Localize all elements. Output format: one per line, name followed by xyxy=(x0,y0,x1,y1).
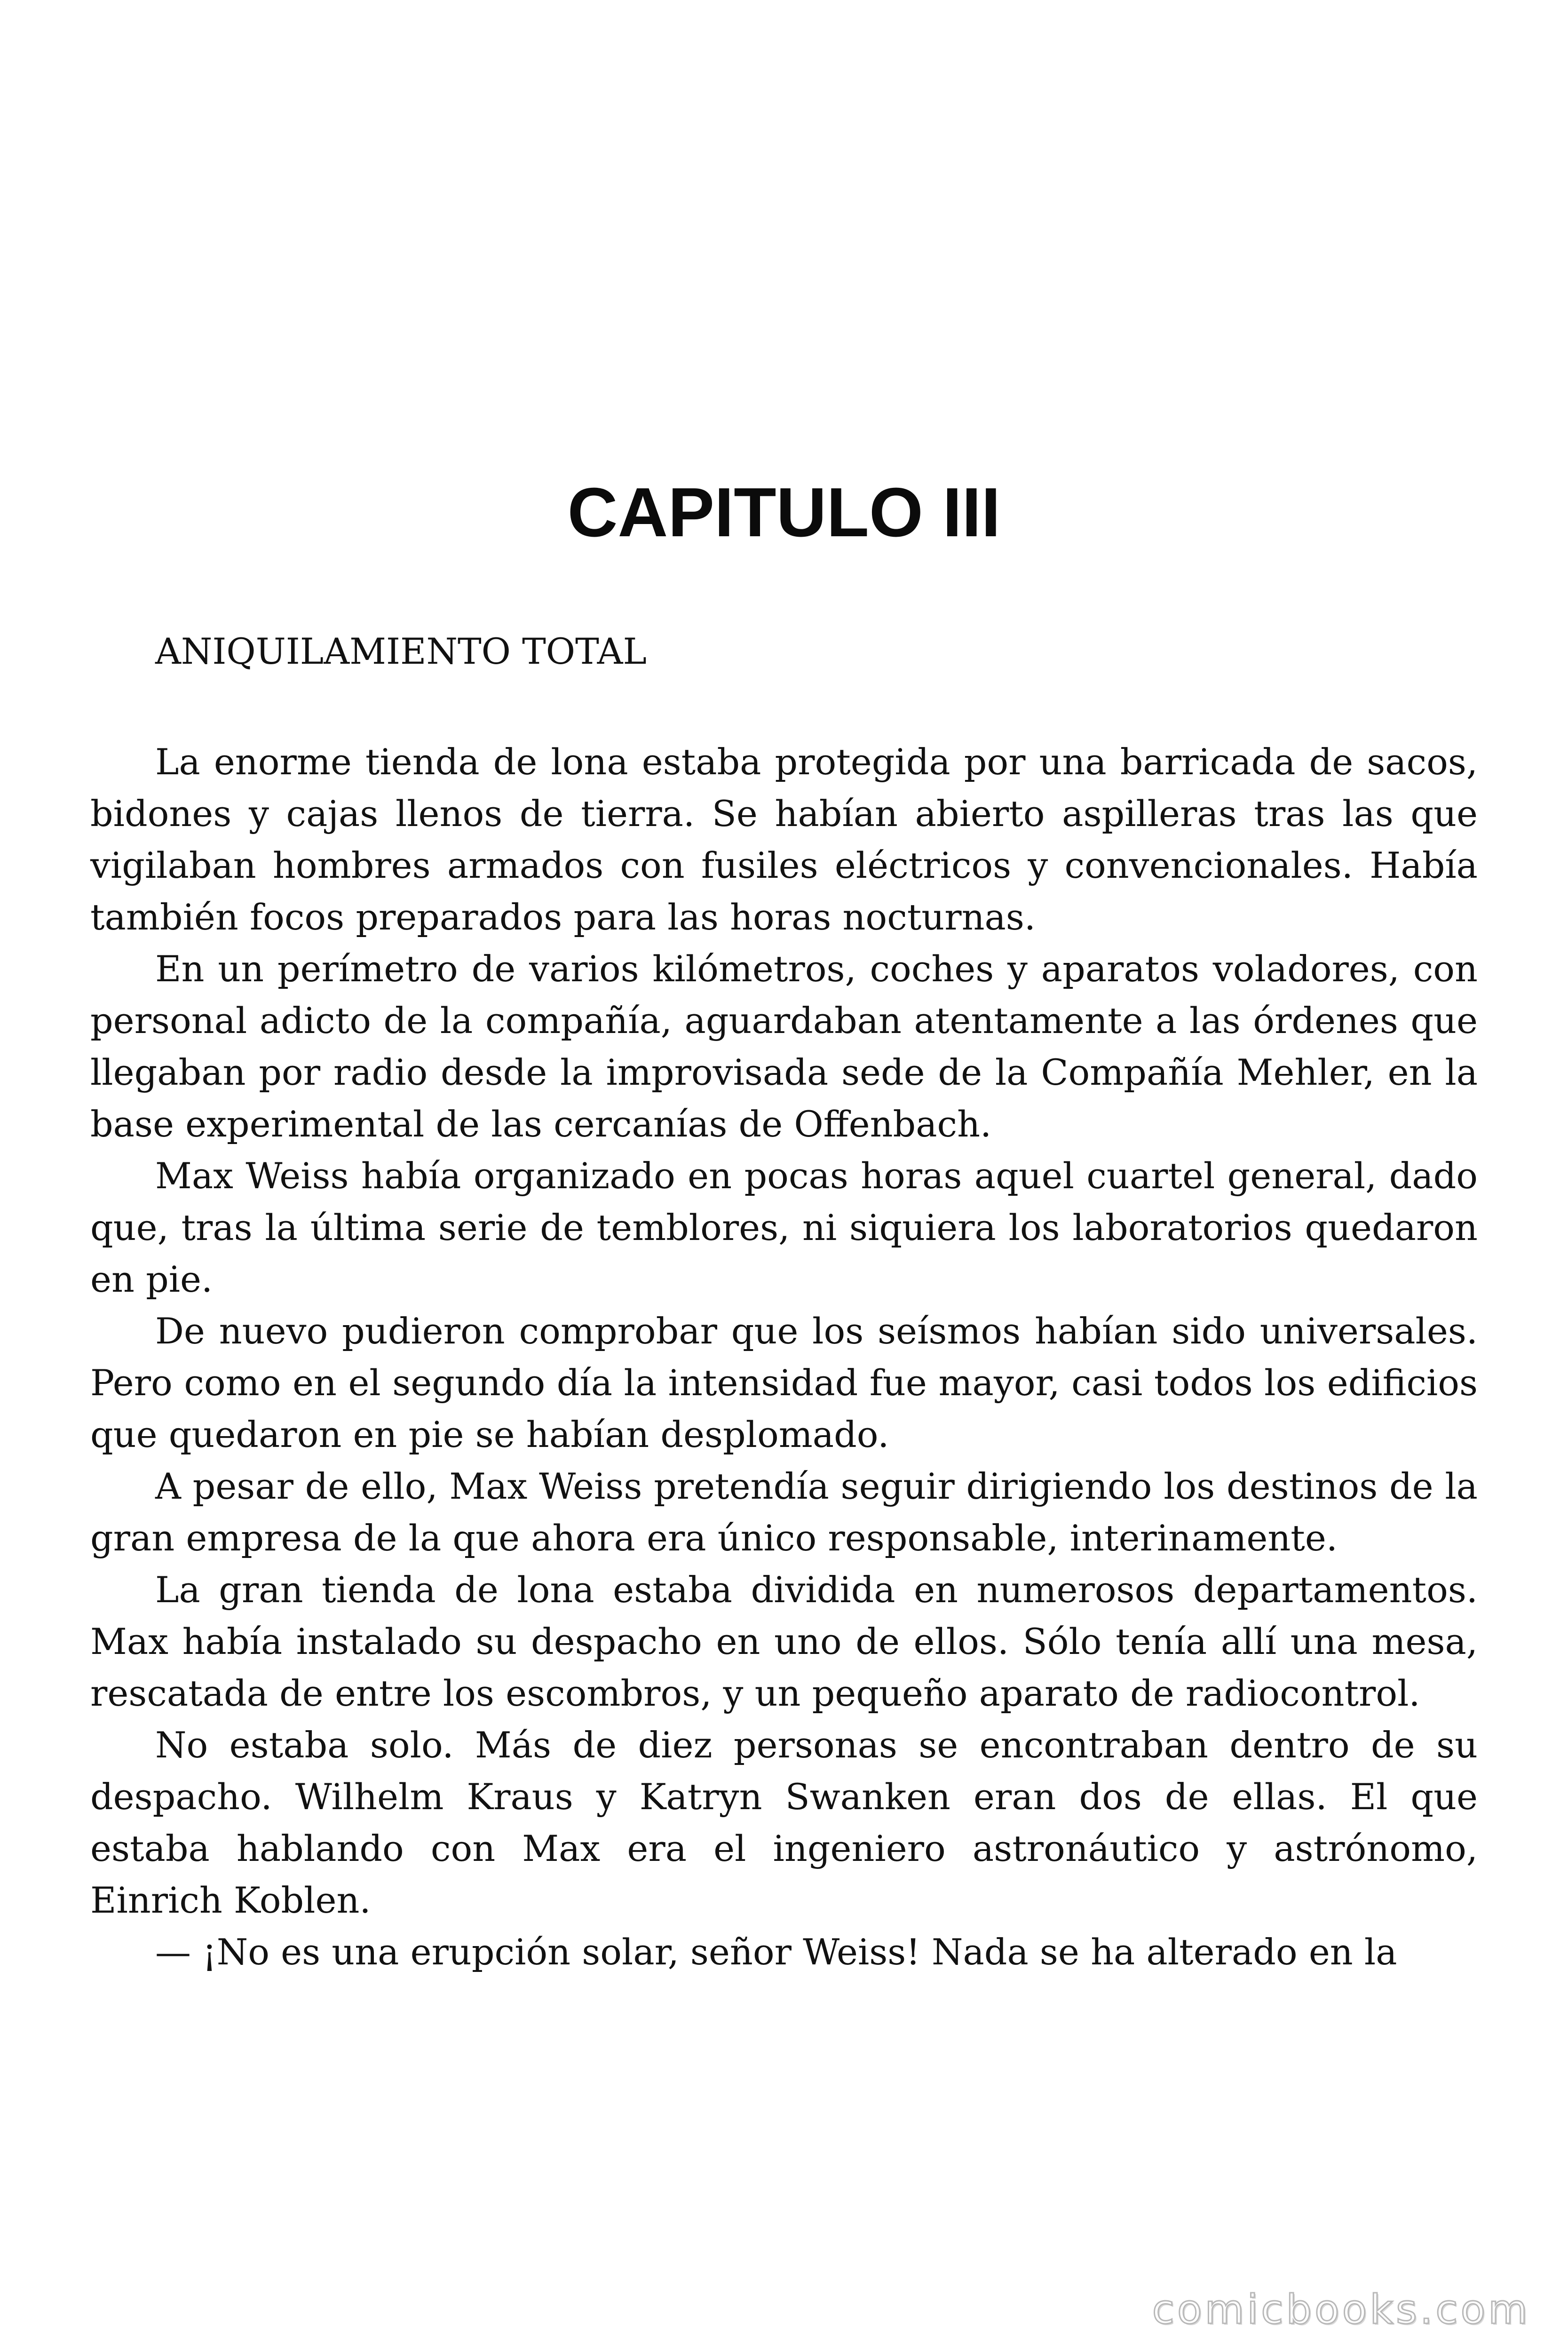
paragraph-2: En un perímetro de varios kilómetros, coches y aparatos voladores, con personal adicto de la compañía, aguardaban atentamente a las órdenes que llegaban por radio desde la improvisada sede de la Compañía Mehler, en la base experimental de las cercanías de Offenbach. xyxy=(90,948,1478,1145)
chapter-title: CAPITULO III xyxy=(567,474,1001,551)
paragraph-5: A pesar de ello, Max Weiss pretendía seguir dirigiendo los destinos de la gran empresa de la que ahora era único responsable, interinamente. xyxy=(90,1465,1478,1559)
paragraph-7: No estaba solo. Más de diez personas se encontraban dentro de su despacho. Wilhelm Kraus y Katryn Swanken eran dos de ellas. El que estaba hablando con Max era el ingeniero astronáutico y astrónomo, Einrich Koblen. xyxy=(90,1724,1478,1921)
watermark-logo: comicbooks.com xyxy=(1152,2286,1530,2333)
body-text xyxy=(90,736,1478,1978)
paragraph-1: La enorme tienda de lona estaba protegida por una barricada de sacos, bidones y cajas llenos de tierra. Se habían abierto aspilleras tras las que vigilaban hombres armados con fusiles eléctricos y convencionales. Había también focos preparados para las horas nocturnas. xyxy=(90,741,1478,938)
paragraph-8: — ¡No es una erupción solar, señor Weiss! Nada se ha alterado en la xyxy=(155,1931,1397,1973)
section-heading: ANIQUILAMIENTO TOTAL xyxy=(155,630,647,672)
paragraph-4: De nuevo pudieron comprobar que los seísmos habían sido universales. Pero como en el segundo día la intensidad fue mayor, casi todos los edificios que quedaron en pie se habían desplomado. xyxy=(90,1310,1478,1455)
paragraph-3: Max Weiss había organizado en pocas horas aquel cuartel general, dado que, tras la última serie de temblores, ni siquiera los laboratorios quedaron en pie. xyxy=(90,1155,1478,1300)
paragraph-6: La gran tienda de lona estaba dividida en numerosos departamentos. Max había instalado su despacho en uno de ellos. Sólo tenía allí una mesa, rescatada de entre los escombros, y un pequeño aparato de radiocontrol. xyxy=(90,1569,1478,1714)
